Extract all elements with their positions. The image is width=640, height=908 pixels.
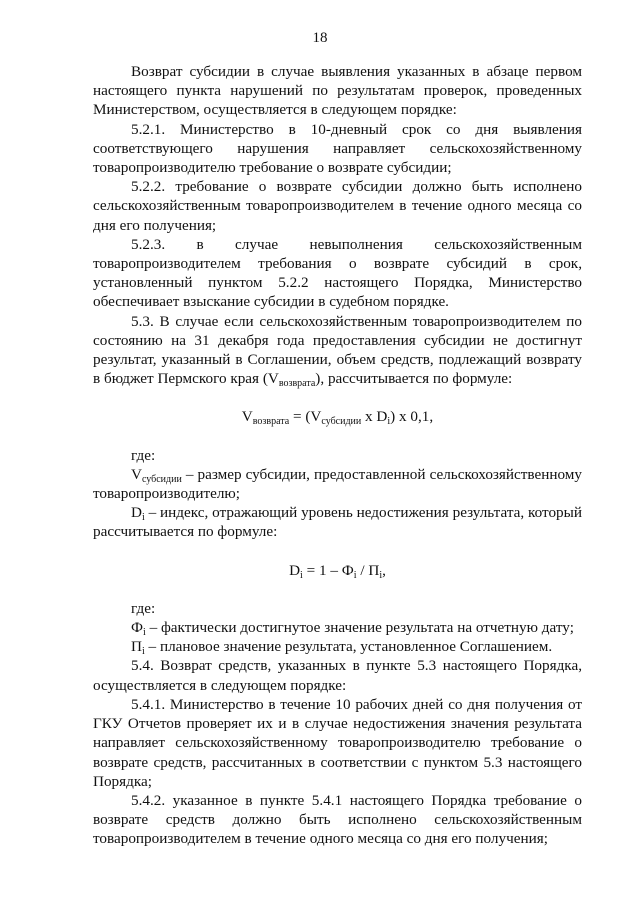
paragraph-5-3-subscript: возврата	[278, 378, 316, 390]
paragraph-5-2-2: 5.2.2. требование о возврате субсидии должно быть исполнено сельскохозяйственным товаропроизводителем в течение одного месяца со дня его получения;	[93, 178, 582, 234]
paragraph-5-3-text: 5.3. В случае если сельскохозяйственным товаропроизводителем по состоянию на 31 декабря года предоставления субсидии не достигнут результат, указанный в Соглашении, объем средств, подлежащий возврату в бюджет Пермского края (V	[93, 312, 582, 388]
definition-v-subsidy: $V_{субсидии}$ – размер субсидии, предоставленной сельскохозяйственному товаропроизводителю;	[93, 465, 582, 503]
where-label-1: где:	[131, 446, 156, 464]
paragraph-5-4-1: 5.4.1. Министерство в течение 10 рабочих дней со дня получения от ГКУ Отчетов проверяет их и в случае недостижения значения результата направляет сельскохозяйственному товаропроизводителю требование о возврате средств, рассчитанных в соответствии с пунктом 5.3 настоящего Порядка;	[93, 695, 582, 790]
formula-return-volume: $V_{возврата} = (V_{субсидии}$ x $D_i$) x 0,1,	[241, 408, 434, 428]
definition-phi: $Ф_i$ – фактически достигнутое значение результата на отчетную дату;	[131, 619, 574, 639]
paragraph-5-3	[93, 312, 582, 389]
paragraph-intro: Возврат субсидии в случае выявления указанных в абзаце первом настоящего пункта нарушений по результатам проверок, проведенных Министерством, осуществляется в следующем порядке:	[93, 63, 582, 119]
paragraph-5-2-1: 5.2.1. Министерство в 10-дневный срок со дня выявления соответствующего нарушения направляет сельскохозяйственному товаропроизводителю требование о возврате субсидии;	[93, 120, 582, 177]
paragraph-5-3-tail: ), рассчитывается по формуле:	[315, 370, 513, 388]
where-label-2: где:	[131, 599, 156, 617]
page-number: 18	[312, 30, 328, 46]
paragraph-5-2-3: 5.2.3. в случае невыполнения сельскохозяйственным товаропроизводителем требования о возврате субсидий в срок, установленный пунктом 5.2.2 настоящего Порядка, Министерство обеспечивает взыскание субсидии в судебном порядке.	[93, 235, 582, 311]
paragraph-5-4: 5.4. Возврат средств, указанных в пункте 5.3 настоящего Порядка, осуществляется в следующем порядке:	[93, 657, 582, 694]
definition-pi: $П_i$ – плановое значение результата, установленное Соглашением.	[131, 638, 553, 658]
definition-di: $D_i$ – индекс, отражающий уровень недостижения результата, который рассчитывается по формуле:	[93, 504, 582, 541]
paragraph-5-4-2: 5.4.2. указанное в пункте 5.4.1 настоящего Порядка требование о возврате средств должно быть исполнено сельскохозяйственным товаропроизводителем в течение одного месяца со дня его получения;	[93, 791, 582, 848]
formula-index-di: $D_i = 1 - Ф_i / П_i$,	[289, 561, 386, 581]
document-body	[93, 62, 582, 849]
